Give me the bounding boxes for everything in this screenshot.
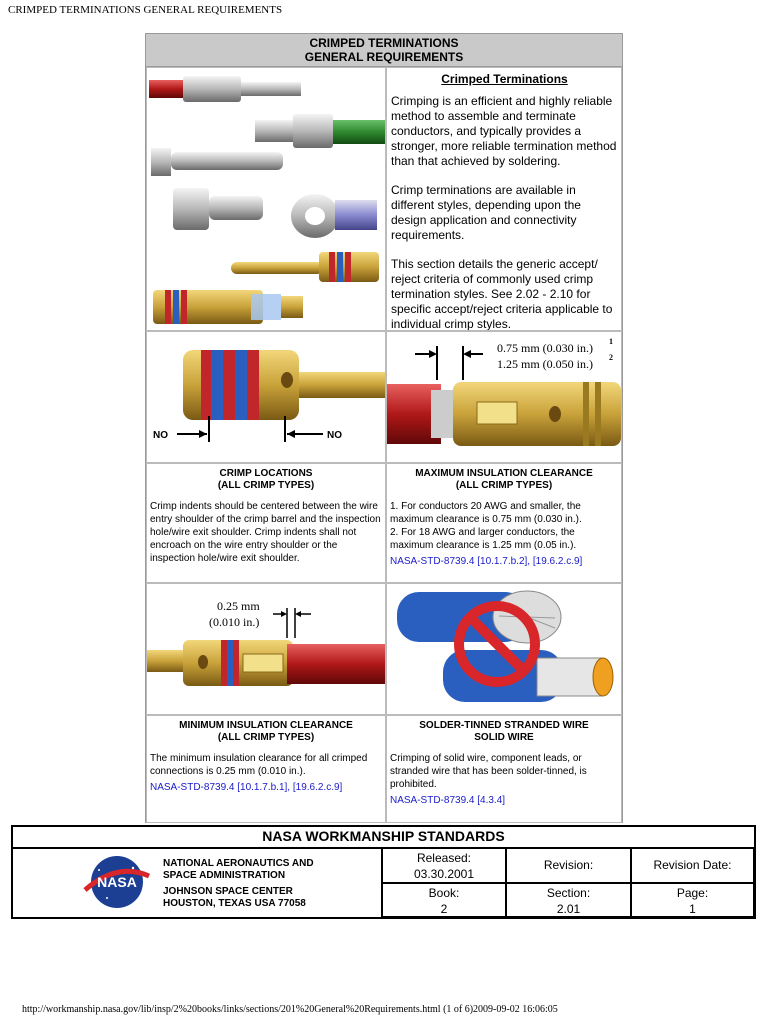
superscript-1: 1 xyxy=(609,337,613,346)
solder-tinned-caption xyxy=(386,715,622,823)
book-value: 2 xyxy=(440,902,448,916)
min-clearance-line-1: 0.25 mm xyxy=(217,599,260,613)
intro-heading: Crimped Terminations xyxy=(441,72,568,86)
min-clearance-title: MINIMUM INSULATION CLEARANCE xyxy=(179,720,353,731)
intro-paragraph-3: This section details the generic accept/ reject criteria of commonly used crimp termination styles. See 2.02 - 2.10 for specific accept/reject criteria applicable to individual crimp styles. xyxy=(391,257,613,331)
org-line-1: NATIONAL AERONAUTICS AND xyxy=(163,858,314,869)
page-label: Page: xyxy=(676,886,709,900)
revision-label: Revision: xyxy=(543,858,594,872)
released-value: 03.30.2001 xyxy=(413,867,475,881)
crimp-locations-subtitle: (ALL CRIMP TYPES) xyxy=(217,480,315,491)
section-cell xyxy=(506,883,631,917)
max-clearance-line-2: 1.25 mm (0.050 in.) xyxy=(497,357,593,371)
nasa-logo xyxy=(77,852,157,912)
max-clearance-figure-cell xyxy=(386,331,622,463)
page-header: CRIMPED TERMINATIONS GENERAL REQUIREMENTS xyxy=(8,4,283,16)
crimp-locations-title: CRIMP LOCATIONS xyxy=(219,468,313,479)
book-cell xyxy=(382,883,506,917)
solder-tinned-reference-link[interactable]: NASA-STD-8739.4 [4.3.4] xyxy=(390,795,506,806)
org-line-3: JOHNSON SPACE CENTER xyxy=(163,886,293,897)
workmanship-footer xyxy=(11,825,756,919)
max-clearance-subtitle: (ALL CRIMP TYPES) xyxy=(455,480,553,491)
terminals-illustration-cell xyxy=(146,67,386,331)
title-line-1: CRIMPED TERMINATIONS xyxy=(309,36,459,50)
revision-date-label: Revision Date: xyxy=(653,858,732,872)
crimp-locations-figure-cell xyxy=(146,331,386,463)
intro-text-cell xyxy=(386,67,622,331)
min-clearance-subtitle: (ALL CRIMP TYPES) xyxy=(217,732,315,743)
solder-tinned-subtitle: SOLID WIRE xyxy=(474,732,534,743)
revision-cell xyxy=(506,847,631,883)
page-cell xyxy=(631,883,754,917)
footer-title: NASA WORKMANSHIP STANDARDS xyxy=(13,827,754,849)
main-panel xyxy=(145,33,623,823)
max-clearance-caption xyxy=(386,463,622,583)
section-label: Section: xyxy=(546,886,591,900)
revision-date-cell xyxy=(631,847,754,883)
min-insulation-clearance-figure xyxy=(147,584,385,714)
page-title xyxy=(146,34,622,67)
min-clearance-figure-cell xyxy=(146,583,386,715)
org-line-2: SPACE ADMINISTRATION xyxy=(163,870,286,881)
released-label: Released: xyxy=(416,851,472,865)
min-clearance-reference-link[interactable]: NASA-STD-8739.4 [10.1.7.b.1], [19.6.2.c.9] xyxy=(150,782,343,793)
max-clearance-reference-link[interactable]: NASA-STD-8739.4 [10.1.7.b.2], [19.6.2.c.9] xyxy=(390,556,583,567)
crimp-locations-body: Crimp indents should be centered between the wire entry shoulder of the crimp barrel and the inspection hole/wire exit shoulder. Crimp indents shall not encroach on the wire entry shoulder or the inspection hole/wire exit shoulder. xyxy=(150,501,381,564)
min-clearance-line-2: (0.010 in.) xyxy=(209,615,260,629)
page-value: 1 xyxy=(689,902,696,916)
max-clearance-item-1: 1. For conductors 20 AWG and smaller, the maximum clearance is 0.75 mm (0.030 in.). xyxy=(390,501,582,525)
solder-tinned-title: SOLDER-TINNED STRANDED WIRE xyxy=(419,720,589,731)
solder-tinned-body: Crimping of solid wire, component leads, or stranded wire that has been solder-tinned, is prohibited. xyxy=(390,753,587,790)
max-clearance-title: MAXIMUM INSULATION CLEARANCE xyxy=(415,468,593,479)
no-label-left: NO xyxy=(153,430,168,441)
nasa-logo-text: NASA xyxy=(97,874,137,890)
section-value: 2.01 xyxy=(556,902,581,916)
book-label: Book: xyxy=(428,886,460,900)
crimp-locations-figure xyxy=(147,332,385,462)
superscript-2: 2 xyxy=(609,353,613,362)
released-cell xyxy=(382,847,506,883)
intro-paragraph-1: Crimping is an efficient and highly reliable method to assemble and terminate conductors, and typically provides a stronger, more reliable termination method than that achieved by soldering. xyxy=(391,94,617,168)
crimp-terminals-illustration xyxy=(147,68,386,331)
min-clearance-body: The minimum insulation clearance for all crimped connections is 0.25 mm (0.010 in.). xyxy=(150,753,368,777)
no-label-right: NO xyxy=(327,430,342,441)
min-clearance-caption xyxy=(146,715,386,823)
page-footer-url: http://workmanship.nasa.gov/lib/insp/2%20books/links/sections/201%20General%20Requirements.html (1 of 6)2009-09-02 16:06:05 xyxy=(22,1004,558,1015)
max-clearance-line-1: 0.75 mm (0.030 in.) xyxy=(497,341,593,355)
solder-tinned-figure-cell xyxy=(386,583,622,715)
solder-tinned-prohibited-figure xyxy=(387,584,621,714)
org-block xyxy=(13,847,382,917)
intro-paragraph-2: Crimp terminations are available in different styles, depending upon the design application and connectivity requirements. xyxy=(391,183,581,242)
crimp-locations-caption xyxy=(146,463,386,583)
title-line-2: GENERAL REQUIREMENTS xyxy=(304,50,464,64)
max-insulation-clearance-figure xyxy=(387,332,621,462)
org-line-4: HOUSTON, TEXAS USA 77058 xyxy=(163,898,306,909)
max-clearance-item-2: 2. For 18 AWG and larger conductors, the maximum clearance is 1.25 mm (0.05 in.). xyxy=(390,527,577,551)
